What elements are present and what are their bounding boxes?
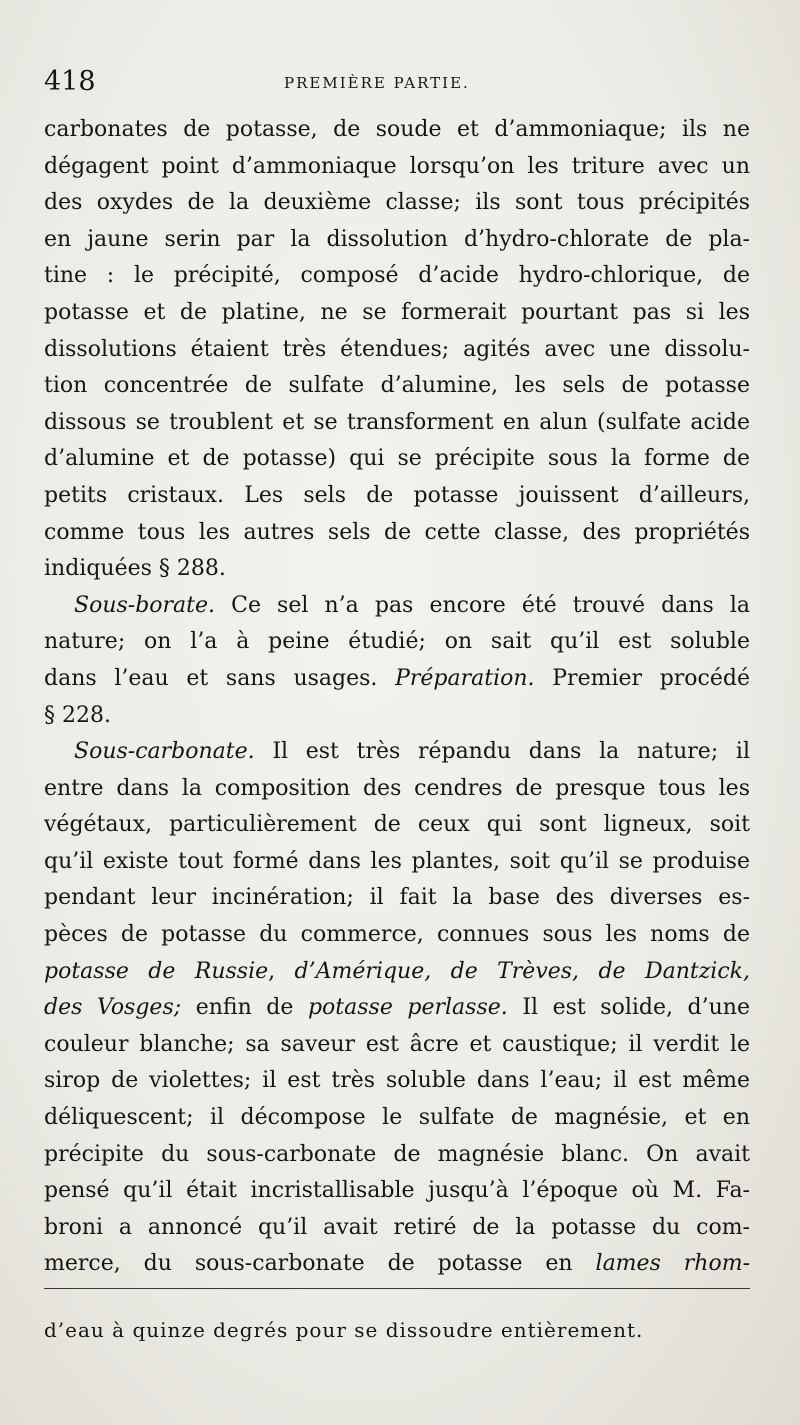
text-line: des oxydes de la deuxième classe; ils sont tous précipités (44, 190, 750, 216)
text-line: carbonates de potasse, de soude et d’ammoniaque; ils ne (44, 117, 750, 142)
running-head: PREMIÈRE PARTIE. (284, 74, 470, 92)
text-line: précipite du sous-carbonate de magnésie blanc. On avait (44, 1141, 750, 1167)
text-run: Ce sel n’a pas encore été trouvé dans la (215, 592, 750, 618)
text-line: qu’il existe tout formé dans les plantes, soit qu’il se produise (44, 848, 750, 874)
text-run: , (268, 958, 295, 984)
text-run: merce, du sous-carbonate de potasse en (44, 1251, 596, 1277)
text-line (44, 990, 750, 1027)
text-line: petits cristaux. Les sels de potasse jouissent d’ailleurs, (44, 482, 750, 508)
text-line: entre dans la composition des cendres de presque tous les (44, 775, 750, 801)
text-line: végétaux, particulièrement de ceux qui sont ligneux, soit (44, 812, 750, 838)
text-run: enfin de (181, 995, 308, 1021)
italic-run: Préparation. (395, 665, 535, 691)
text-line: indiquées § 288. (44, 556, 226, 582)
text-line (44, 1246, 750, 1283)
text-line: sirop de violettes; il est très soluble dans l’eau; il est même (44, 1068, 750, 1094)
text-line: § 228. (44, 702, 111, 728)
text-line: dissolutions étaient très étendues; agités avec une dissolu- (44, 336, 750, 362)
text-line: nature; on l’a à peine étudié; on sait qu’il est soluble (44, 629, 750, 655)
text-run: Il est très répandu dans la nature; il (254, 739, 750, 765)
text-line: dissous se troublent et se transforment en alun (sulfate acide (44, 409, 750, 435)
text-line: couleur blanche; sa saveur est âcre et caustique; il verdit le (44, 1031, 750, 1057)
text-line (44, 661, 750, 698)
text-line: pèces de potasse du commerce, connues sous les noms de (44, 922, 750, 948)
text-line: d’alumine et de potasse) qui se précipite sous la forme de (44, 446, 750, 472)
italic-run: lames rhom- (595, 1251, 750, 1277)
page-header (44, 64, 750, 104)
text-line-sous-borate (44, 588, 750, 625)
italic-run: d’Amérique, de Trèves, de Dantzick, (294, 958, 750, 984)
text-line: tion concentrée de sulfate d’alumine, les sels de potasse (44, 373, 750, 399)
italic-run: potasse de Russie (44, 958, 269, 984)
text-run: Il est solide, d’une (507, 995, 750, 1021)
text-line: tine : le précipité, composé d’acide hydro-chlorique, de (44, 263, 750, 289)
text-line: dégagent point d’ammoniaque lorsqu’on les triture avec un (44, 153, 750, 179)
footnote-rule (44, 1288, 750, 1289)
page-number: 418 (44, 66, 96, 97)
italic-run: des Vosges; (44, 995, 182, 1021)
section-heading-sous-carbonate: Sous-carbonate. (74, 739, 255, 765)
body-text (44, 112, 750, 1283)
footnote-text: d’eau à quinze degrés pour se dissoudre entièrement. (44, 1318, 644, 1342)
text-line: en jaune serin par la dissolution d’hydro-chlorate de pla- (44, 226, 750, 252)
text-line-sous-carbonate (44, 734, 750, 771)
text-line: potasse et de platine, ne se formerait pourtant pas si les (44, 299, 750, 325)
italic-run: potasse perlasse. (307, 995, 508, 1021)
text-run: Premier procédé (534, 665, 750, 691)
text-run: dans l’eau et sans usages. (44, 665, 396, 691)
text-line: broni a annoncé qu’il avait retiré de la potasse du com- (44, 1214, 750, 1240)
section-heading-sous-borate: Sous-borate. (74, 592, 216, 618)
text-line: comme tous les autres sels de cette classe, des propriétés (44, 519, 750, 545)
text-line (44, 954, 750, 991)
text-line: pendant leur incinération; il fait la base des diverses es- (44, 885, 750, 911)
text-line: déliquescent; il décompose le sulfate de magnésie, et en (44, 1105, 750, 1131)
text-line: pensé qu’il était incristallisable jusqu’à l’époque où M. Fa- (44, 1178, 750, 1204)
